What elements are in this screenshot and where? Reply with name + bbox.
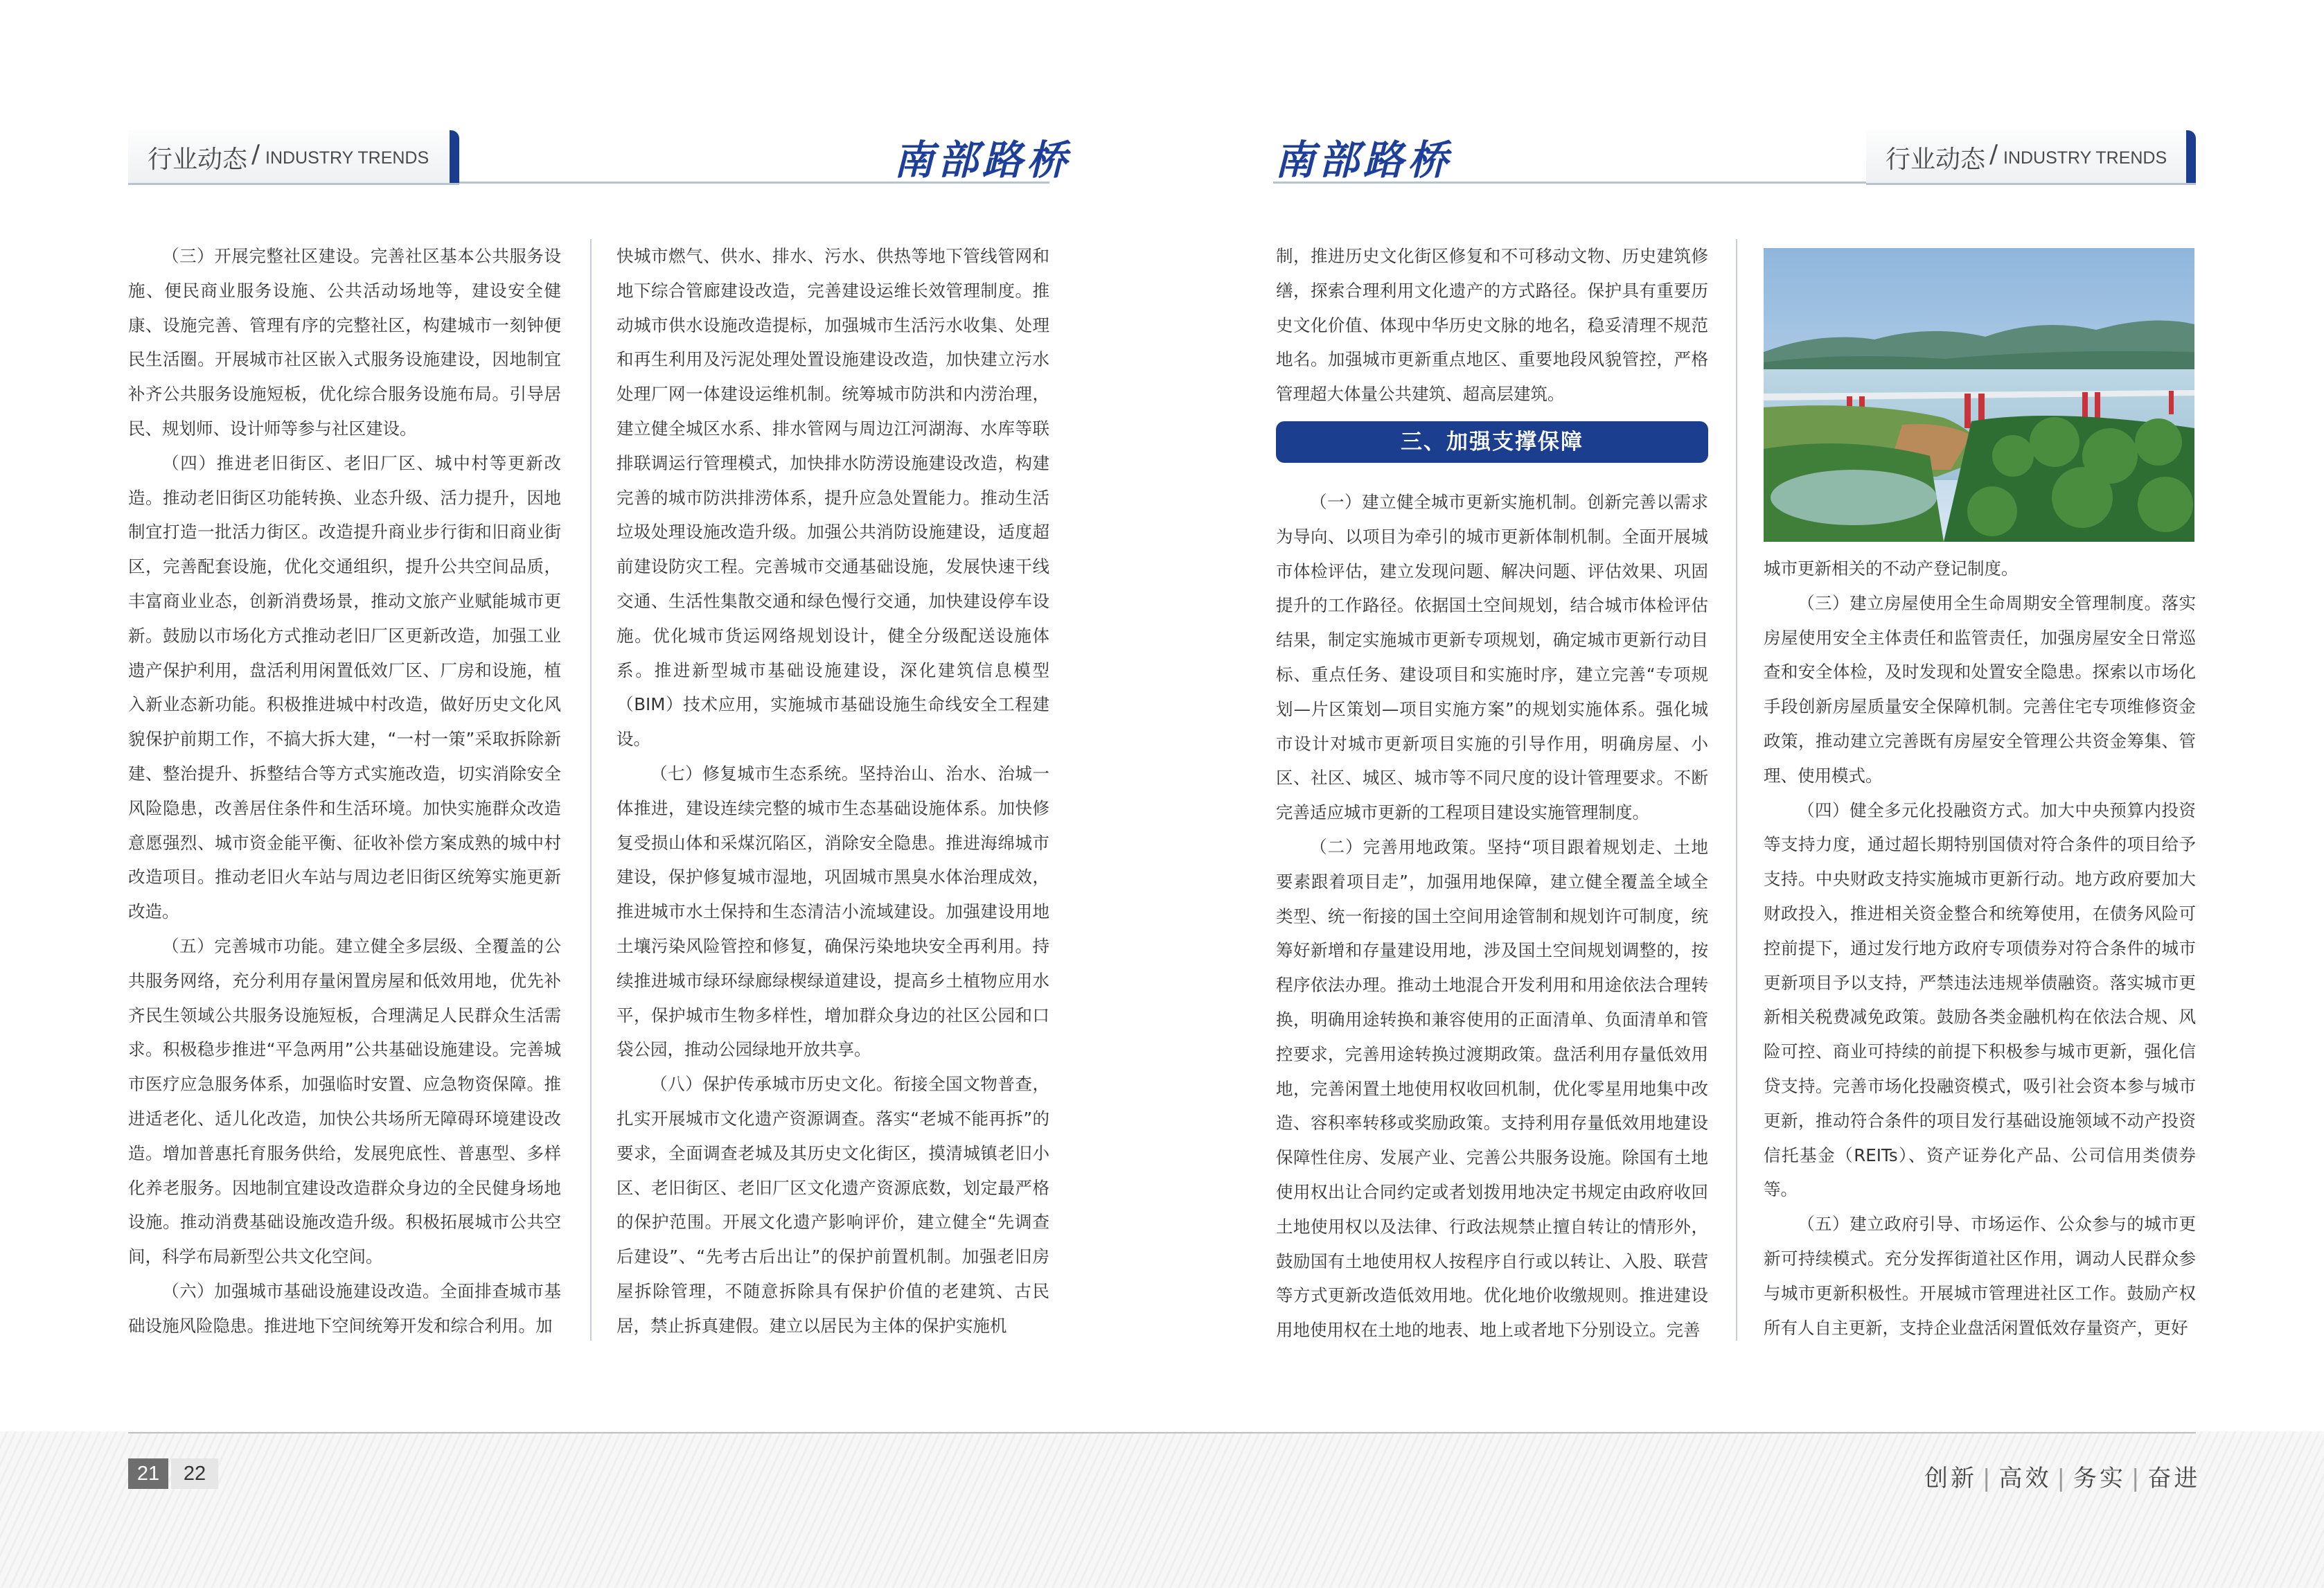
page-number-left: 21 [128,1458,168,1489]
paragraph: （七）修复城市生态系统。坚持治山、治水、治城一体推进，建设连续完整的城市生态基础设施体系。加快修复受损山体和采煤沉陷区，消除安全隐患。推进海绵城市建设，保护修复城市湿地，巩固城市黑臭水体治理成效，推进城市水土保持和生态清洁小流域建设。加强建设用地土壤污染风险管控和修复，确保污染地块安全再利用。持续推进城市绿环绿廊绿楔绿道建设，提高乡土植物应用水平，保护城市生物多样性，增加群众身边的社区公园和口袋公园，推动公园绿地开放共享。 [617,763,1049,1060]
tab-accent [450,130,459,183]
footer-rule [128,1432,2196,1433]
section-heading: 三、加强支撑保障 [1276,421,1708,463]
right-page [1162,0,2324,1588]
slogan-separator: | [2057,1465,2068,1492]
column-divider [590,239,592,1341]
section-title-en: INDUSTRY TRENDS [265,148,429,168]
column-divider [1736,239,1737,1341]
bridge-photo [1764,248,2194,542]
section-tab [1866,130,2196,185]
text-column-2 [617,239,1049,1343]
slogan-separator: | [1983,1465,1994,1492]
slogan-word: 务实 [2073,1465,2126,1492]
paragraph: （三）建立房屋使用全生命周期安全管理制度。落实房屋使用安全主体责任和监管责任，加强房屋安全日常巡查和安全体检，及时发现和处置安全隐患。探索以市场化手段创新房屋质量安全保障机制。完善住宅专项维修资金政策，推动建立完善既有房屋安全管理公共资金筹集、管理、使用模式。 [1764,592,2196,786]
slogan-word: 奋进 [2147,1465,2201,1492]
page-number-right: 22 [171,1458,218,1489]
section-tab [128,130,459,185]
section-title-en: INDUSTRY TRENDS [2003,148,2167,168]
paragraph: 快城市燃气、供水、排水、污水、供热等地下管线管网和地下综合管廊建设改造，完善建设运维长效管理制度。推动城市供水设施改造提标，加强城市生活污水收集、处理和再生利用及污泥处理处置设施建设改造，加快建立污水处理厂网一体建设运维机制。统筹城市防洪和内涝治理，建立健全城区水系、排水管网与周边江河湖海、水库等联排联调运行管理模式，加快排水防涝设施建设改造，构建完善的城市防洪排涝体系，提升应急处置能力。推动生活垃圾处理设施改造升级。加强公共消防设施建设，适度超前建设防灾工程。完善城市交通基础设施，发展快速干线交通、生活性集散交通和绿色慢行交通，加快建设停车设施。优化城市货运网络规划设计，健全分级配送设施体系。推进新型城市基础设施建设，深化建筑信息模型（BIM）技术应用，实施城市基础设施生命线安全工程建设。 [617,246,1049,750]
text-column-4 [1764,552,2196,1345]
section-title-slash: / [1989,140,1998,168]
paragraph: （四）健全多元化投融资方式。加大中央预算内投资等支持力度，通过超长期特别国债对符合条件的项目给予支持。中央财政支持实施城市更新行动。地方政府要加大财政投入，推进相关资金整合和统筹使用，在债务风险可控前提下，通过发行地方政府专项债券对符合条件的城市更新项目予以支持，严禁违法违规举债融资。落实城市更新相关税费减免政策。鼓励各类金融机构在依法合规、风险可控、商业可持续的前提下积极参与城市更新，强化信贷支持。完善市场化投融资模式，吸引社会资本参与城市更新，推动符合条件的项目发行基础设施领域不动产投资信托基金（REITs）、资产证券化产品、公司信用类债券等。 [1764,800,2196,1200]
section-title-cn: 行业动态 [148,145,248,174]
paragraph: （五）建立政府引导、市场运作、公众参与的城市更新可持续模式。充分发挥街道社区作用，调动人民群众参与城市更新积极性。开展城市管理进社区工作。鼓励产权所有人自主更新，支持企业盘活闲置低效存量资产，更好 [1764,1214,2196,1338]
paragraph: 制，推进历史文化街区修复和不可移动文物、历史建筑修缮，探索合理利用文化遗产的方式路径。保护具有重要历史文化价值、体现中华历史文脉的地名，稳妥清理不规范地名。加强城市更新重点地区、重要地段风貌管控，严格管理超大体量公共建筑、超高层建筑。 [1276,246,1708,405]
paragraph: （一）建立健全城市更新实施机制。创新完善以需求为导向、以项目为牵引的城市更新体制机制。全面开展城市体检评估，建立发现问题、解决问题、评估效果、巩固提升的工作路径。依据国土空间规划，结合城市体检评估结果，制定实施城市更新专项规划，确定城市更新行动目标、重点任务、建设项目和实施时序，建立完善“专项规划—片区策划—项目实施方案”的规划实施体系。强化城市设计对城市更新项目实施的引导作用，明确房屋、小区、社区、城区、城市等不同尺度的设计管理要求。不断完善适应城市更新的工程项目建设实施管理制度。 [1276,492,1708,823]
text-column-1 [128,239,561,1343]
slogan-word: 创新 [1924,1465,1977,1492]
paragraph: （三）开展完整社区建设。完善社区基本公共服务设施、便民商业服务设施、公共活动场地等，建设安全健康、设施完善、管理有序的完整社区，构建城市一刻钟便民生活圈。开展城市社区嵌入式服务设施建设，因地制宜补齐公共服务设施短板，优化综合服务设施布局。引导居民、规划师、设计师等参与社区建设。 [128,246,561,439]
section-title-slash: / [251,140,260,168]
footer-band [0,1431,2324,1588]
paragraph: （六）加强城市基础设施建设改造。全面排查城市基础设施风险隐患。推进地下空间统筹开发和综合利用。加 [128,1280,561,1336]
paragraph: （二）完善用地政策。坚持“项目跟着规划走、土地要素跟着项目走”，加强用地保障，建立健全覆盖全域全类型、统一衔接的国土空间用途管制和规划许可制度，统筹好新增和存量建设用地，涉及国土空间规划调整的，按程序依法办理。推动土地混合开发利用和用途依法合理转换，明确用途转换和兼容使用的正面清单、负面清单和管控要求，完善用途转换过渡期政策。盘活利用存量低效用地，完善闲置土地使用权收回机制，优化零星用地集中改造、容积率转移或奖励政策。支持利用存量低效用地建设保障性住房、发展产业、完善公共服务设施。除国有土地使用权出让合同约定或者划拨用地决定书规定由政府收回土地使用权以及法律、行政法规禁止擅自转让的情形外，鼓励国有土地使用权人按程序自行或以转让、入股、联营等方式更新改造低效用地。优化地价收缴规则。推进建设用地使用权在土地的地表、地上或者地下分别设立。完善 [1276,836,1708,1341]
text-column-3-top [1276,239,1708,412]
paragraph: （四）推进老旧街区、老旧厂区、城中村等更新改造。推动老旧街区功能转换、业态升级、活力提升，因地制宜打造一批活力街区。改造提升商业步行街和旧商业街区，完善配套设施，优化交通组织，提升公共空间品质，丰富商业业态，创新消费场景，推动文旅产业赋能城市更新。鼓励以市场化方式推动老旧厂区更新改造，加强工业遗产保护利用，盘活利用闲置低效厂区、厂房和设施，植入新业态新功能。积极推进城中村改造，做好历史文化风貌保护前期工作，不搞大拆大建，“一村一策”采取拆除新建、整治提升、拆整结合等方式实施改造，切实消除安全风险隐患，改善居住条件和生活环境。加快实施群众改造意愿强烈、城市资金能平衡、征收补偿方案成熟的城中村改造项目。推动老旧火车站与周边老旧街区统筹实施更新改造。 [128,452,561,922]
tab-accent [2186,130,2196,183]
footer-slogan [1924,1459,2200,1493]
paragraph: （八）保护传承城市历史文化。衔接全国文物普查，扎实开展城市文化遗产资源调查。落实“老城不能再拆”的要求，全面调查老城及其历史文化街区，摸清城镇老旧小区、老旧街区、老旧厂区文化遗产资源底数，划定最严格的保护范围。开展文化遗产影响评价，建立健全“先调查后建设”、“先考古后出让”的保护前置机制。加强老旧房屋拆除管理，不随意拆除具有保护价值的老建筑、古民居，禁止拆真建假。建立以居民为主体的保护实施机 [617,1074,1049,1336]
text-column-3 [1276,485,1708,1348]
paragraph: 城市更新相关的不动产登记制度。 [1764,558,2019,579]
brand-logo: 南部路桥 [894,136,1072,184]
section-title-cn: 行业动态 [1886,145,1986,174]
slogan-word: 高效 [1998,1465,2052,1492]
slogan-separator: | [2131,1465,2143,1492]
paragraph: （五）完善城市功能。建立健全多层级、全覆盖的公共服务网络，充分利用存量闲置房屋和低效用地，优先补齐民生领域公共服务设施短板，合理满足人民群众生活需求。积极稳步推进“平急两用”公共基础设施建设。完善城市医疗应急服务体系，加强临时安置、应急物资保障。推进适老化、适儿化改造，加快公共场所无障碍环境建设改造。增加普惠托育服务供给，发展兜底性、普惠型、多样化养老服务。因地制宜建设改造群众身边的全民健身场地设施。推动消费基础设施改造升级。积极拓展城市公共空间，科学布局新型公共文化空间。 [128,935,561,1267]
brand-logo: 南部路桥 [1275,136,1453,184]
